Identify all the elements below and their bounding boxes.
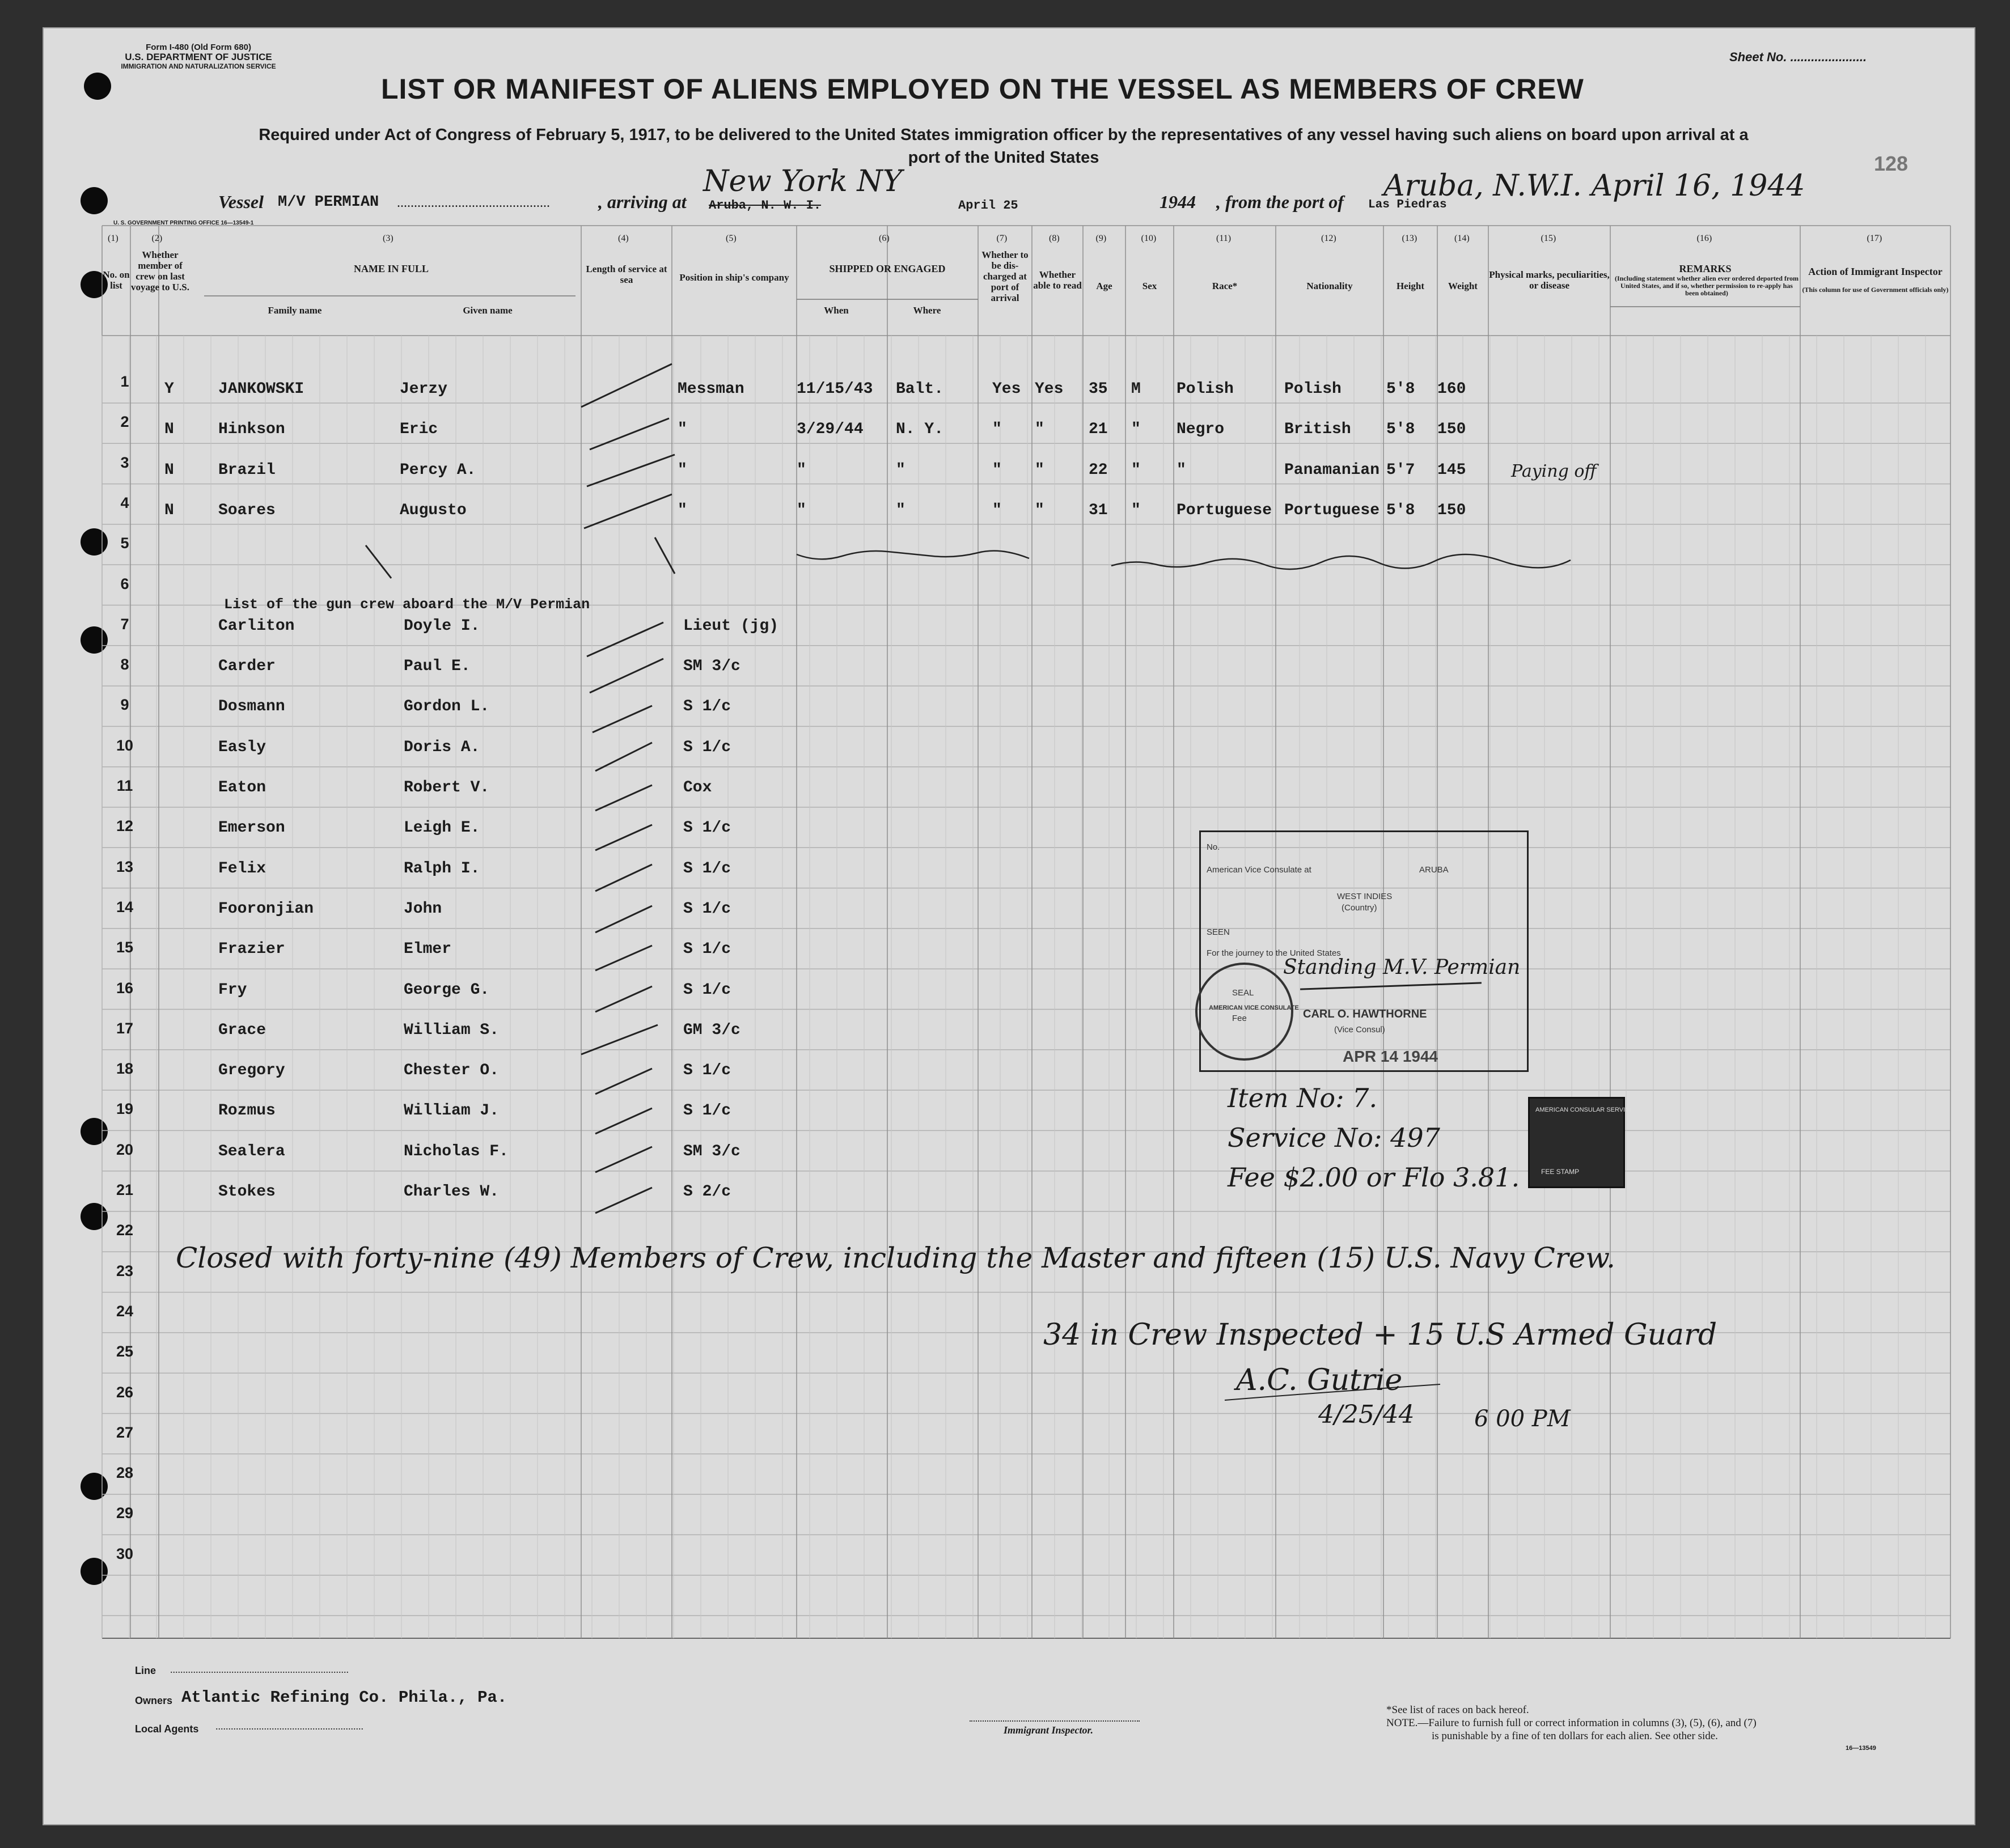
crew-read: Yes bbox=[1035, 380, 1064, 398]
crew-race: Negro bbox=[1177, 421, 1225, 439]
row-number: 22 bbox=[116, 1222, 134, 1239]
column-number: (14) bbox=[1454, 234, 1470, 243]
printing-office: U. S. GOVERNMENT PRINTING OFFICE 16—13549-1 bbox=[113, 220, 254, 226]
column-number: (17) bbox=[1867, 234, 1882, 243]
crew-sex: " bbox=[1131, 501, 1141, 519]
gun-crew-position: S 1/c bbox=[683, 940, 731, 959]
row-number: 27 bbox=[116, 1423, 134, 1441]
owners-value: Atlantic Refining Co. Phila., Pa. bbox=[181, 1688, 507, 1707]
column-header: Action of Immigrant Inspector bbox=[1808, 266, 1943, 277]
crew-race: " bbox=[1177, 461, 1186, 479]
stamp-seen: SEEN bbox=[1207, 927, 1230, 937]
gun-crew-heading: List of the gun crew aboard the M/V Permian bbox=[224, 596, 590, 613]
remarks-note: (Including statement whether alien ever ordered deported from United States, and if so, whether permission to re-apply has been obtained) bbox=[1614, 274, 1799, 297]
crew-where: Balt. bbox=[896, 380, 944, 398]
revenue-stamp-text: AMERICAN CONSULAR SERVICE bbox=[1535, 1107, 1634, 1113]
gun-crew-family-name: Fooronjian bbox=[218, 900, 314, 918]
crew-weight: 145 bbox=[1437, 461, 1466, 479]
gun-crew-family-name: Carder bbox=[218, 658, 276, 676]
gun-crew-position: S 1/c bbox=[683, 819, 731, 837]
row-number: 7 bbox=[120, 615, 129, 633]
gun-crew-position: S 1/c bbox=[683, 900, 731, 918]
column-header: Race* bbox=[1212, 281, 1238, 291]
gun-crew-given-name: William S. bbox=[404, 1021, 500, 1039]
crew-position: " bbox=[678, 501, 687, 519]
column-number: (16) bbox=[1696, 234, 1712, 243]
stamp-place: ARUBA bbox=[1419, 865, 1449, 875]
column-header: Sex bbox=[1142, 281, 1157, 291]
consular-signature bbox=[1300, 982, 1482, 990]
crew-age: 22 bbox=[1089, 461, 1108, 479]
from-port-label: , from the port of bbox=[1216, 192, 1344, 212]
crew-where: " bbox=[896, 501, 905, 519]
crew-nationality: Polish bbox=[1284, 380, 1342, 398]
gun-crew-given-name: Gordon L. bbox=[404, 698, 490, 716]
row-number: 26 bbox=[116, 1383, 134, 1401]
given-name-subhead: Given name bbox=[463, 305, 513, 316]
arrival-date: April 25 bbox=[958, 198, 1018, 213]
revenue-stamp bbox=[1528, 1097, 1634, 1188]
inspection-time: 6 00 PM bbox=[1474, 1406, 1571, 1432]
gun-crew-position: SM 3/c bbox=[683, 658, 740, 676]
fine-note-2: is punishable by a fine of ten dollars for each alien. See other side. bbox=[1432, 1730, 1718, 1742]
service-name: IMMIGRATION AND NATURALIZATION SERVICE bbox=[121, 62, 276, 70]
gun-crew-family-name: Eaton bbox=[218, 779, 266, 796]
column-header: SHIPPED OR ENGAGED bbox=[829, 263, 946, 274]
row-number: 29 bbox=[116, 1504, 134, 1522]
column-number: (1) bbox=[108, 234, 119, 243]
immigrant-inspector-label: Immigrant Inspector. bbox=[1004, 1724, 1094, 1736]
column-number: (13) bbox=[1402, 234, 1417, 243]
fine-note: NOTE.—Failure to furnish full or correct information in columns (3), (5), (6), and (7) bbox=[1386, 1717, 1757, 1729]
page-number: 128 bbox=[1874, 152, 1909, 175]
row-number: 9 bbox=[120, 696, 129, 714]
row-number: 30 bbox=[116, 1545, 134, 1562]
crew-discharged: " bbox=[992, 461, 1002, 479]
crew-sex: " bbox=[1131, 461, 1141, 479]
from-port-handwritten: Aruba, N.W.I. April 16, 1944 bbox=[1383, 169, 1805, 203]
inspection-note: 34 in Crew Inspected + 15 U.S Armed Guard bbox=[1043, 1318, 1717, 1352]
when-subhead: When bbox=[824, 305, 849, 316]
crew-prev: N bbox=[164, 461, 174, 479]
inspector-signature-line bbox=[970, 1720, 1140, 1722]
column-number: (8) bbox=[1049, 234, 1060, 243]
crew-when: " bbox=[797, 501, 806, 519]
crew-height: 5'8 bbox=[1386, 501, 1415, 519]
row-number: 20 bbox=[116, 1141, 134, 1158]
column-number: (3) bbox=[383, 234, 393, 243]
column-header: Height bbox=[1396, 281, 1425, 291]
inspection-date: 4/25/44 bbox=[1318, 1400, 1415, 1429]
row-number: 24 bbox=[116, 1302, 134, 1320]
column-header: NAME IN FULL bbox=[353, 263, 429, 274]
gun-crew-family-name: Grace bbox=[218, 1021, 266, 1039]
crew-given: Jerzy bbox=[400, 380, 448, 398]
crew-age: 21 bbox=[1089, 421, 1108, 439]
column-number: (7) bbox=[996, 234, 1008, 243]
gun-crew-position: S 2/c bbox=[683, 1183, 731, 1201]
gun-crew-position: S 1/c bbox=[683, 1062, 731, 1080]
crew-prev: Y bbox=[164, 380, 174, 398]
crew-height: 5'8 bbox=[1386, 380, 1415, 398]
stamp-vessel-hand: Standing M.V. Permian bbox=[1283, 956, 1521, 979]
crew-age: 35 bbox=[1089, 380, 1108, 398]
gun-crew-position: Lieut (jg) bbox=[683, 617, 779, 635]
crew-when: 3/29/44 bbox=[797, 421, 864, 439]
vessel-name: M/V PERMIAN bbox=[278, 194, 379, 211]
gun-crew-family-name: Felix bbox=[218, 859, 266, 878]
column-header: Whether member of crew on last voyage to U.S. bbox=[131, 249, 189, 293]
crew-prev: N bbox=[164, 421, 174, 439]
form-code: 16—13549 bbox=[1846, 1745, 1876, 1752]
page-title: LIST OR MANIFEST OF ALIENS EMPLOYED ON THE VESSEL AS MEMBERS OF CREW bbox=[381, 73, 1584, 105]
crew-nationality: British bbox=[1284, 421, 1351, 439]
gun-crew-position: Cox bbox=[683, 779, 712, 796]
consul-stamp bbox=[1199, 830, 1529, 1072]
gun-crew-given-name: Charles W. bbox=[404, 1183, 500, 1201]
row-number: 18 bbox=[116, 1060, 134, 1078]
crew-family: Soares bbox=[218, 501, 276, 519]
agents-dots: .......................................................... bbox=[215, 1720, 363, 1732]
consulate-seal bbox=[1195, 963, 1299, 1061]
column-header: Whether to be dis-charged at port of arrival bbox=[981, 249, 1029, 303]
item-number: Item No: 7. bbox=[1228, 1083, 1378, 1113]
row-number: 19 bbox=[116, 1100, 134, 1118]
gun-crew-position: S 1/c bbox=[683, 859, 731, 878]
revenue-stamp-fee: FEE STAMP bbox=[1541, 1168, 1580, 1176]
gun-crew-family-name: Fry bbox=[218, 981, 247, 999]
inspector-note: (This column for use of Government officials only) bbox=[1802, 286, 1949, 294]
column-number: (9) bbox=[1095, 234, 1107, 243]
crew-position: " bbox=[678, 461, 687, 479]
column-header: REMARKS bbox=[1679, 263, 1732, 274]
crew-race: Portuguese bbox=[1177, 501, 1272, 519]
where-subhead: Where bbox=[913, 305, 941, 316]
crew-nationality: Panamanian bbox=[1284, 461, 1380, 479]
stamp-journey: For the journey to the United States bbox=[1207, 948, 1341, 958]
gun-crew-position: SM 3/c bbox=[683, 1142, 740, 1160]
row-number: 15 bbox=[116, 939, 134, 956]
column-header: Nationality bbox=[1306, 281, 1353, 291]
crew-given: Augusto bbox=[400, 501, 467, 519]
arriving-label: , arriving at bbox=[598, 192, 687, 212]
crew-weight: 150 bbox=[1437, 421, 1466, 439]
crew-family: JANKOWSKI bbox=[218, 380, 304, 398]
row-number: 28 bbox=[116, 1464, 134, 1482]
crew-family: Hinkson bbox=[218, 421, 285, 439]
gun-crew-given-name: Ralph I. bbox=[404, 859, 480, 878]
row-number: 17 bbox=[116, 1019, 134, 1037]
crew-race: Polish bbox=[1177, 380, 1234, 398]
arrival-year: 1944 bbox=[1160, 192, 1196, 212]
gun-crew-given-name: Doris A. bbox=[404, 738, 480, 756]
column-header: Physical marks, peculiarities, or disease bbox=[1489, 269, 1610, 291]
gun-crew-family-name: Dosmann bbox=[218, 698, 285, 716]
gun-crew-family-name: Carliton bbox=[218, 617, 295, 635]
row-number: 14 bbox=[116, 898, 134, 915]
row-number: 13 bbox=[116, 858, 134, 875]
arriving-typed: Aruba, N. W. I. bbox=[709, 198, 822, 213]
crew-position: Messman bbox=[678, 380, 744, 398]
fee-note: Fee $2.00 or Flo 3.81. bbox=[1228, 1162, 1520, 1193]
crew-given: Percy A. bbox=[400, 461, 476, 479]
footer-notes bbox=[1386, 1703, 1757, 1743]
crew-when: 11/15/43 bbox=[797, 380, 873, 398]
local-agents-label: Local Agents bbox=[135, 1723, 199, 1735]
row-number: 2 bbox=[120, 413, 129, 431]
crew-height: 5'7 bbox=[1386, 461, 1415, 479]
gun-crew-family-name: Easly bbox=[218, 738, 266, 756]
gun-crew-position: S 1/c bbox=[683, 698, 731, 716]
row-number: 11 bbox=[116, 777, 133, 794]
closing-statement: Closed with forty-nine (49) Members of Crew, including the Master and fifteen (15) U.S. Navy Crew. bbox=[176, 1241, 1616, 1274]
crew-read: " bbox=[1035, 461, 1044, 479]
column-number: (10) bbox=[1141, 234, 1157, 243]
column-header: Position in ship's company bbox=[679, 272, 789, 283]
row-number: 23 bbox=[116, 1262, 134, 1279]
row-number: 25 bbox=[116, 1343, 134, 1360]
gun-crew-given-name: Elmer bbox=[404, 940, 452, 959]
stamp-country-value: WEST INDIES bbox=[1337, 892, 1393, 901]
row-number: 10 bbox=[116, 736, 134, 754]
row-number: 12 bbox=[116, 817, 134, 835]
from-port-typed: Las Piedras bbox=[1368, 198, 1447, 211]
gun-crew-family-name: Rozmus bbox=[218, 1102, 276, 1120]
gun-crew-position: S 1/c bbox=[683, 738, 731, 756]
department: U.S. DEPARTMENT OF JUSTICE bbox=[125, 52, 272, 62]
row-number: 1 bbox=[120, 373, 129, 390]
crew-height: 5'8 bbox=[1386, 421, 1415, 439]
vessel-label: Vessel bbox=[218, 192, 264, 212]
column-header: Whether able to read bbox=[1033, 269, 1082, 291]
gun-crew-family-name: Frazier bbox=[218, 940, 285, 959]
sheet-number-label: Sheet No. ...................... bbox=[1729, 50, 1867, 64]
subtitle-line-2: port of the United States bbox=[908, 149, 1099, 167]
column-number: (2) bbox=[151, 234, 163, 243]
stamp-consulate: American Vice Consulate at bbox=[1207, 865, 1311, 875]
crew-read: " bbox=[1035, 421, 1044, 439]
column-header: Weight bbox=[1448, 281, 1478, 291]
column-number: (12) bbox=[1321, 234, 1336, 243]
row-number: 16 bbox=[116, 979, 134, 997]
row-number: 3 bbox=[120, 453, 129, 471]
crew-prev: N bbox=[164, 501, 174, 519]
gun-crew-given-name: Paul E. bbox=[404, 658, 471, 676]
row-number: 21 bbox=[116, 1181, 134, 1198]
crew-position: " bbox=[678, 421, 687, 439]
gun-crew-position: S 1/c bbox=[683, 1102, 731, 1120]
crew-read: " bbox=[1035, 501, 1044, 519]
row-number: 4 bbox=[120, 494, 129, 511]
races-note: *See list of races on back hereof. bbox=[1386, 1704, 1529, 1716]
crew-weight: 150 bbox=[1437, 501, 1466, 519]
arriving-handwritten: New York NY bbox=[703, 164, 903, 198]
stamp-seal-label: SEAL bbox=[1232, 988, 1254, 998]
crew-sex: M bbox=[1131, 380, 1141, 398]
family-name-subhead: Family name bbox=[268, 305, 322, 316]
crew-where: N. Y. bbox=[896, 421, 944, 439]
vessel-dots: ............................................. bbox=[397, 196, 550, 210]
column-header: No. on list bbox=[103, 269, 130, 291]
crew-given: Eric bbox=[400, 421, 438, 439]
column-header: Length of service at sea bbox=[586, 264, 667, 285]
line-dots: ...................................................................... bbox=[170, 1664, 349, 1675]
crew-weight: 160 bbox=[1437, 380, 1466, 398]
gun-crew-given-name: William J. bbox=[404, 1102, 500, 1120]
column-number: (11) bbox=[1216, 234, 1232, 243]
crew-marks: Paying off bbox=[1511, 461, 1597, 481]
seal-ring-text: AMERICAN VICE CONSULATE bbox=[1209, 1004, 1299, 1011]
gun-crew-position: GM 3/c bbox=[683, 1021, 740, 1039]
column-number: (15) bbox=[1541, 234, 1556, 243]
stamp-fee-label: Fee bbox=[1232, 1014, 1247, 1023]
stamp-no: No. bbox=[1207, 842, 1220, 852]
gun-crew-position: S 1/c bbox=[683, 981, 731, 999]
line-label: Line bbox=[135, 1665, 156, 1676]
service-number: Service No: 497 bbox=[1228, 1122, 1440, 1153]
stamp-date: APR 14 1944 bbox=[1343, 1048, 1438, 1065]
crew-nationality: Portuguese bbox=[1284, 501, 1380, 519]
gun-crew-given-name: Leigh E. bbox=[404, 819, 480, 837]
subtitle-line-1: Required under Act of Congress of February 5, 1917, to be delivered to the United States immigration officer by the representatives of any vessel having such aliens on board upon arrival at a bbox=[259, 126, 1749, 144]
crew-discharged: " bbox=[992, 501, 1002, 519]
crew-when: " bbox=[797, 461, 806, 479]
stamp-country-label: (Country) bbox=[1342, 903, 1377, 913]
row-number: 8 bbox=[120, 656, 129, 673]
crew-sex: " bbox=[1131, 421, 1141, 439]
gun-crew-given-name: Doyle I. bbox=[404, 617, 480, 635]
form-number: Form I-480 (Old Form 680) bbox=[146, 43, 251, 52]
column-header: Age bbox=[1096, 281, 1112, 291]
column-number: (5) bbox=[726, 234, 737, 243]
consul-name: CARL O. HAWTHORNE bbox=[1303, 1008, 1427, 1020]
gun-crew-given-name: Chester O. bbox=[404, 1062, 500, 1080]
gun-crew-family-name: Stokes bbox=[218, 1183, 276, 1201]
gun-crew-given-name: Robert V. bbox=[404, 779, 490, 796]
crew-discharged: " bbox=[992, 421, 1002, 439]
gun-crew-family-name: Gregory bbox=[218, 1062, 285, 1080]
owners-label: Owners bbox=[135, 1695, 173, 1706]
column-number: (4) bbox=[618, 234, 629, 243]
column-number: (6) bbox=[879, 234, 890, 243]
consul-title: (Vice Consul) bbox=[1334, 1025, 1385, 1035]
gun-crew-family-name: Sealera bbox=[218, 1142, 285, 1160]
row-number: 5 bbox=[120, 535, 129, 552]
gun-crew-given-name: Nicholas F. bbox=[404, 1142, 509, 1160]
gun-crew-given-name: John bbox=[404, 900, 442, 918]
inspector-signature: A.C. Gutrie bbox=[1236, 1363, 1403, 1397]
gun-crew-given-name: George G. bbox=[404, 981, 490, 999]
form-id bbox=[96, 43, 301, 71]
row-number: 6 bbox=[120, 575, 129, 592]
crew-age: 31 bbox=[1089, 501, 1108, 519]
gun-crew-family-name: Emerson bbox=[218, 819, 285, 837]
crew-discharged: Yes bbox=[992, 380, 1021, 398]
crew-family: Brazil bbox=[218, 461, 276, 479]
crew-where: " bbox=[896, 461, 905, 479]
